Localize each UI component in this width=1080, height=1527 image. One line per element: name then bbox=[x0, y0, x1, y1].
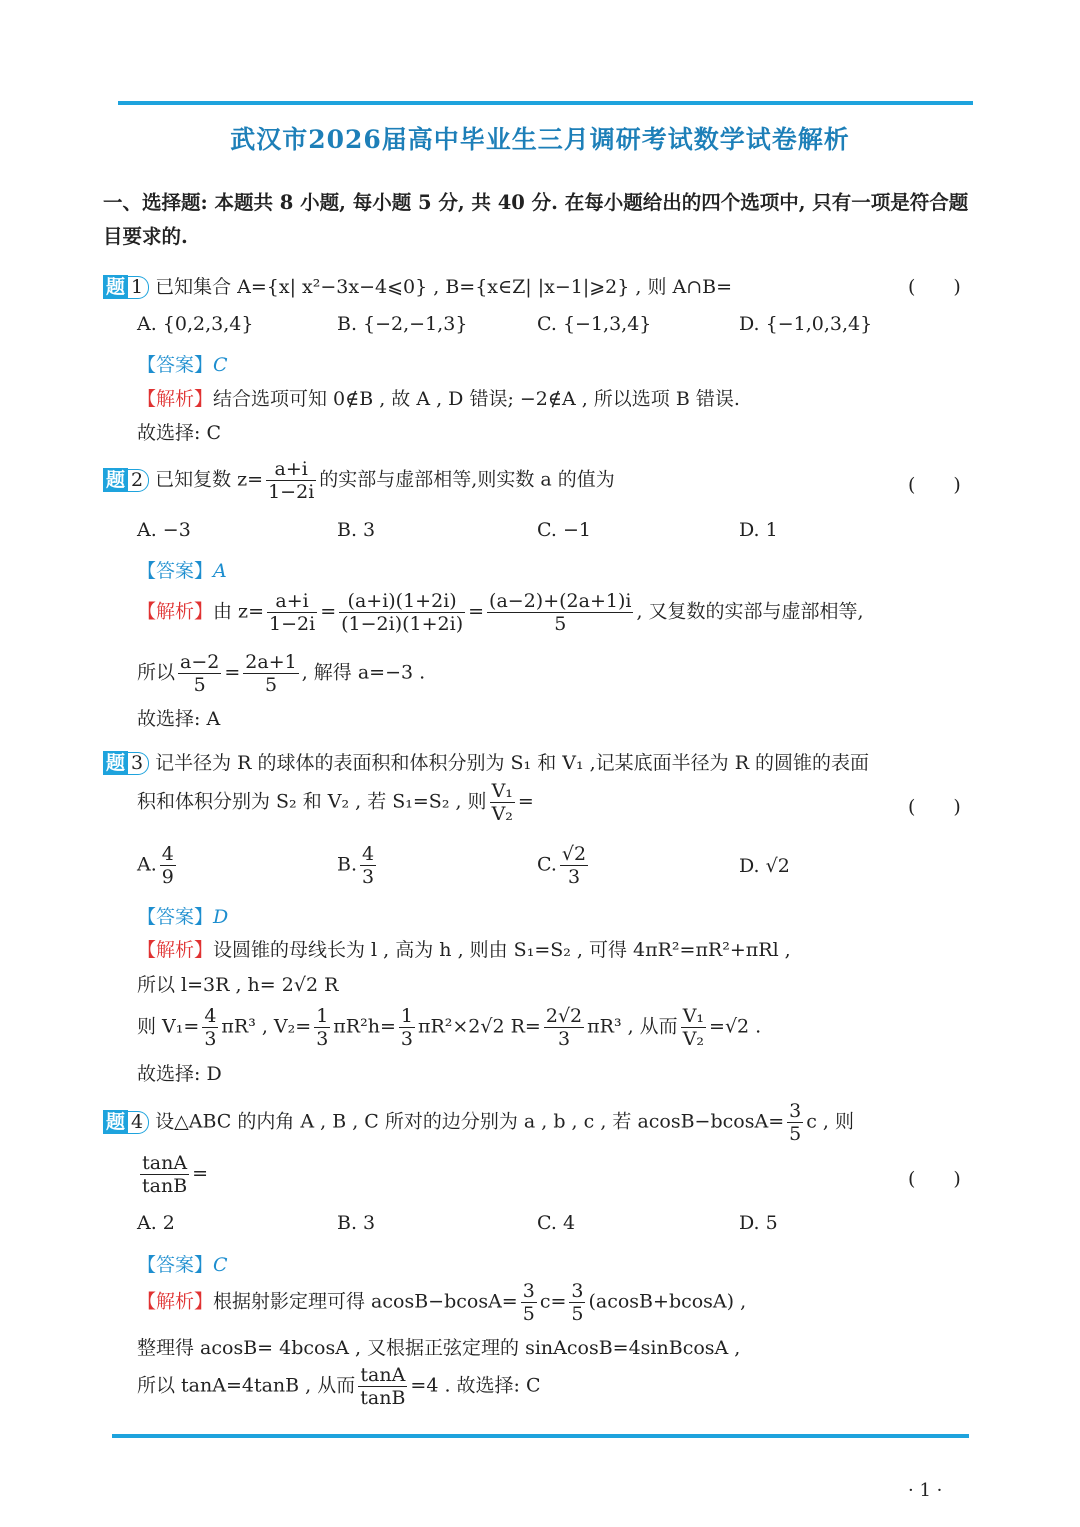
option-b: B. 3 bbox=[337, 519, 376, 541]
option-a: A. $\frac{4}{9}$ bbox=[137, 843, 174, 888]
option-b: B. {−2,−1,3} bbox=[337, 313, 468, 335]
answer-line: 【答案】A bbox=[137, 560, 227, 582]
conclusion-line: 故选择: A bbox=[137, 708, 221, 730]
bottom-rule bbox=[112, 1434, 969, 1438]
analysis-line-2: 整理得 acosB= 4bcosA , 又根据正弦定理的 sinAcosB=4sinBcosA , bbox=[137, 1337, 741, 1359]
analysis-line-2: 所以 $\frac{a-2}{5}$ = $\frac{2a+1}{5}$ , 解得 a=−3 . bbox=[137, 651, 426, 696]
option-c: C. 4 bbox=[537, 1212, 576, 1234]
question-label: 题 bbox=[103, 275, 128, 299]
conclusion-line: 故选择: C bbox=[137, 422, 221, 444]
option-b: B. $\frac{4}{3}$ bbox=[337, 843, 375, 888]
answer-line: 【答案】D bbox=[137, 906, 229, 928]
option-d: D. √2 bbox=[739, 855, 790, 877]
option-c: C. −1 bbox=[537, 519, 591, 541]
analysis-line-3: 所以 tanA=4tanB , 从而 $\frac{\tan A}{\tan B}$ =4 . 故选择: C bbox=[137, 1364, 541, 1409]
section-heading: 一、选择题: 本题共 8 小题, 每小题 5 分, 共 40 分. 在每小题给出的四个选项中, 只有一项是符合题目要求的. bbox=[103, 191, 969, 248]
option-b: B. 3 bbox=[337, 1212, 376, 1234]
question-2-stem: 题 2 已知复数 z= $\frac{a+i}{1-2i}$ 的实部与虚部相等,则实数 a 的值为 bbox=[103, 458, 615, 503]
question-4-stem: 题 4 设△ABC 的内角 A , B , C 所对的边分别为 a , b , c , 若 acosB−bcosA= $\frac{3}{5}$ c , 则 bbox=[103, 1100, 854, 1145]
option-d: D. 5 bbox=[739, 1212, 778, 1234]
option-a: A. {0,2,3,4} bbox=[137, 313, 254, 335]
analysis-line: 【解析】根据射影定理可得 acosB−bcosA= $\frac{3}{5}$ c= $\frac{3}{5}$ (acosB+bcosA) , bbox=[137, 1280, 747, 1325]
question-number: 1 bbox=[128, 276, 149, 299]
question-text: 已知集合 A={x| x²−3x−4⩽0} , B={x∈Z| |x−1|⩾2} , 则 A∩B= bbox=[155, 276, 733, 298]
conclusion-line: 故选择: D bbox=[137, 1063, 222, 1085]
top-rule bbox=[118, 101, 973, 105]
question-3-stem: 题 3 记半径为 R 的球体的表面积和体积分别为 S₁ 和 V₁ ,记某底面半径为 R 的圆锥的表面 bbox=[103, 748, 869, 775]
question-3-stem-2: 积和体积分别为 S₂ 和 V₂ , 若 S₁=S₂ , 则 $\frac{\text{V₁}}{\text{V₂}}$ = bbox=[137, 780, 534, 825]
option-d: D. 1 bbox=[739, 519, 778, 541]
page-title: 武汉市2026届高中毕业生三月调研考试数学试卷解析 bbox=[230, 125, 850, 154]
page-number: · 1 · bbox=[908, 1480, 943, 1501]
analysis-line: 【解析】结合选项可知 0∉B , 故 A , D 错误; −2∉A , 所以选项 B 错误. bbox=[137, 388, 740, 410]
question-1-stem bbox=[103, 272, 732, 299]
option-a: A. 2 bbox=[137, 1212, 175, 1234]
option-c: C. {−1,3,4} bbox=[537, 313, 652, 335]
analysis-line-3: 则 V₁= $\frac{4}{3}$ πR³ , V₂= $\frac{1}{3}$ πR²h= $\frac{1}{3}$ πR²×2√2 R= $\frac{2√2}{3}$ πR³ , 从而 $\frac{\text{V₁}}{\text{V₂}}$ =√2 . bbox=[137, 1005, 762, 1050]
analysis-line-2: 所以 l=3R , h= 2√2 R bbox=[137, 974, 339, 996]
analysis-line: 【解析】由 z= $\frac{a+i}{1-2i}$ = $\frac{(a+i)(1+2i)}{(1-2i)(1+2i)}$ = $\frac{(a-2)+(2a+1)i}{5}$ , 又复数的实部与虚部相等, bbox=[137, 590, 864, 635]
option-d: D. {−1,0,3,4} bbox=[739, 313, 873, 335]
answer-line: 【答案】C bbox=[137, 1254, 228, 1276]
option-c: C. $\frac{√2}{3}$ bbox=[537, 843, 587, 888]
analysis-line: 【解析】设圆锥的母线长为 l , 高为 h , 则由 S₁=S₂ , 可得 4πR²=πR²+πRl , bbox=[137, 939, 791, 961]
option-a: A. −3 bbox=[137, 519, 191, 541]
question-4-stem-2: $\frac{\tan A}{\tan B}$ = bbox=[142, 1152, 209, 1197]
answer-line: 【答案】C bbox=[137, 354, 228, 376]
answer-blank: ( ) bbox=[908, 276, 961, 298]
